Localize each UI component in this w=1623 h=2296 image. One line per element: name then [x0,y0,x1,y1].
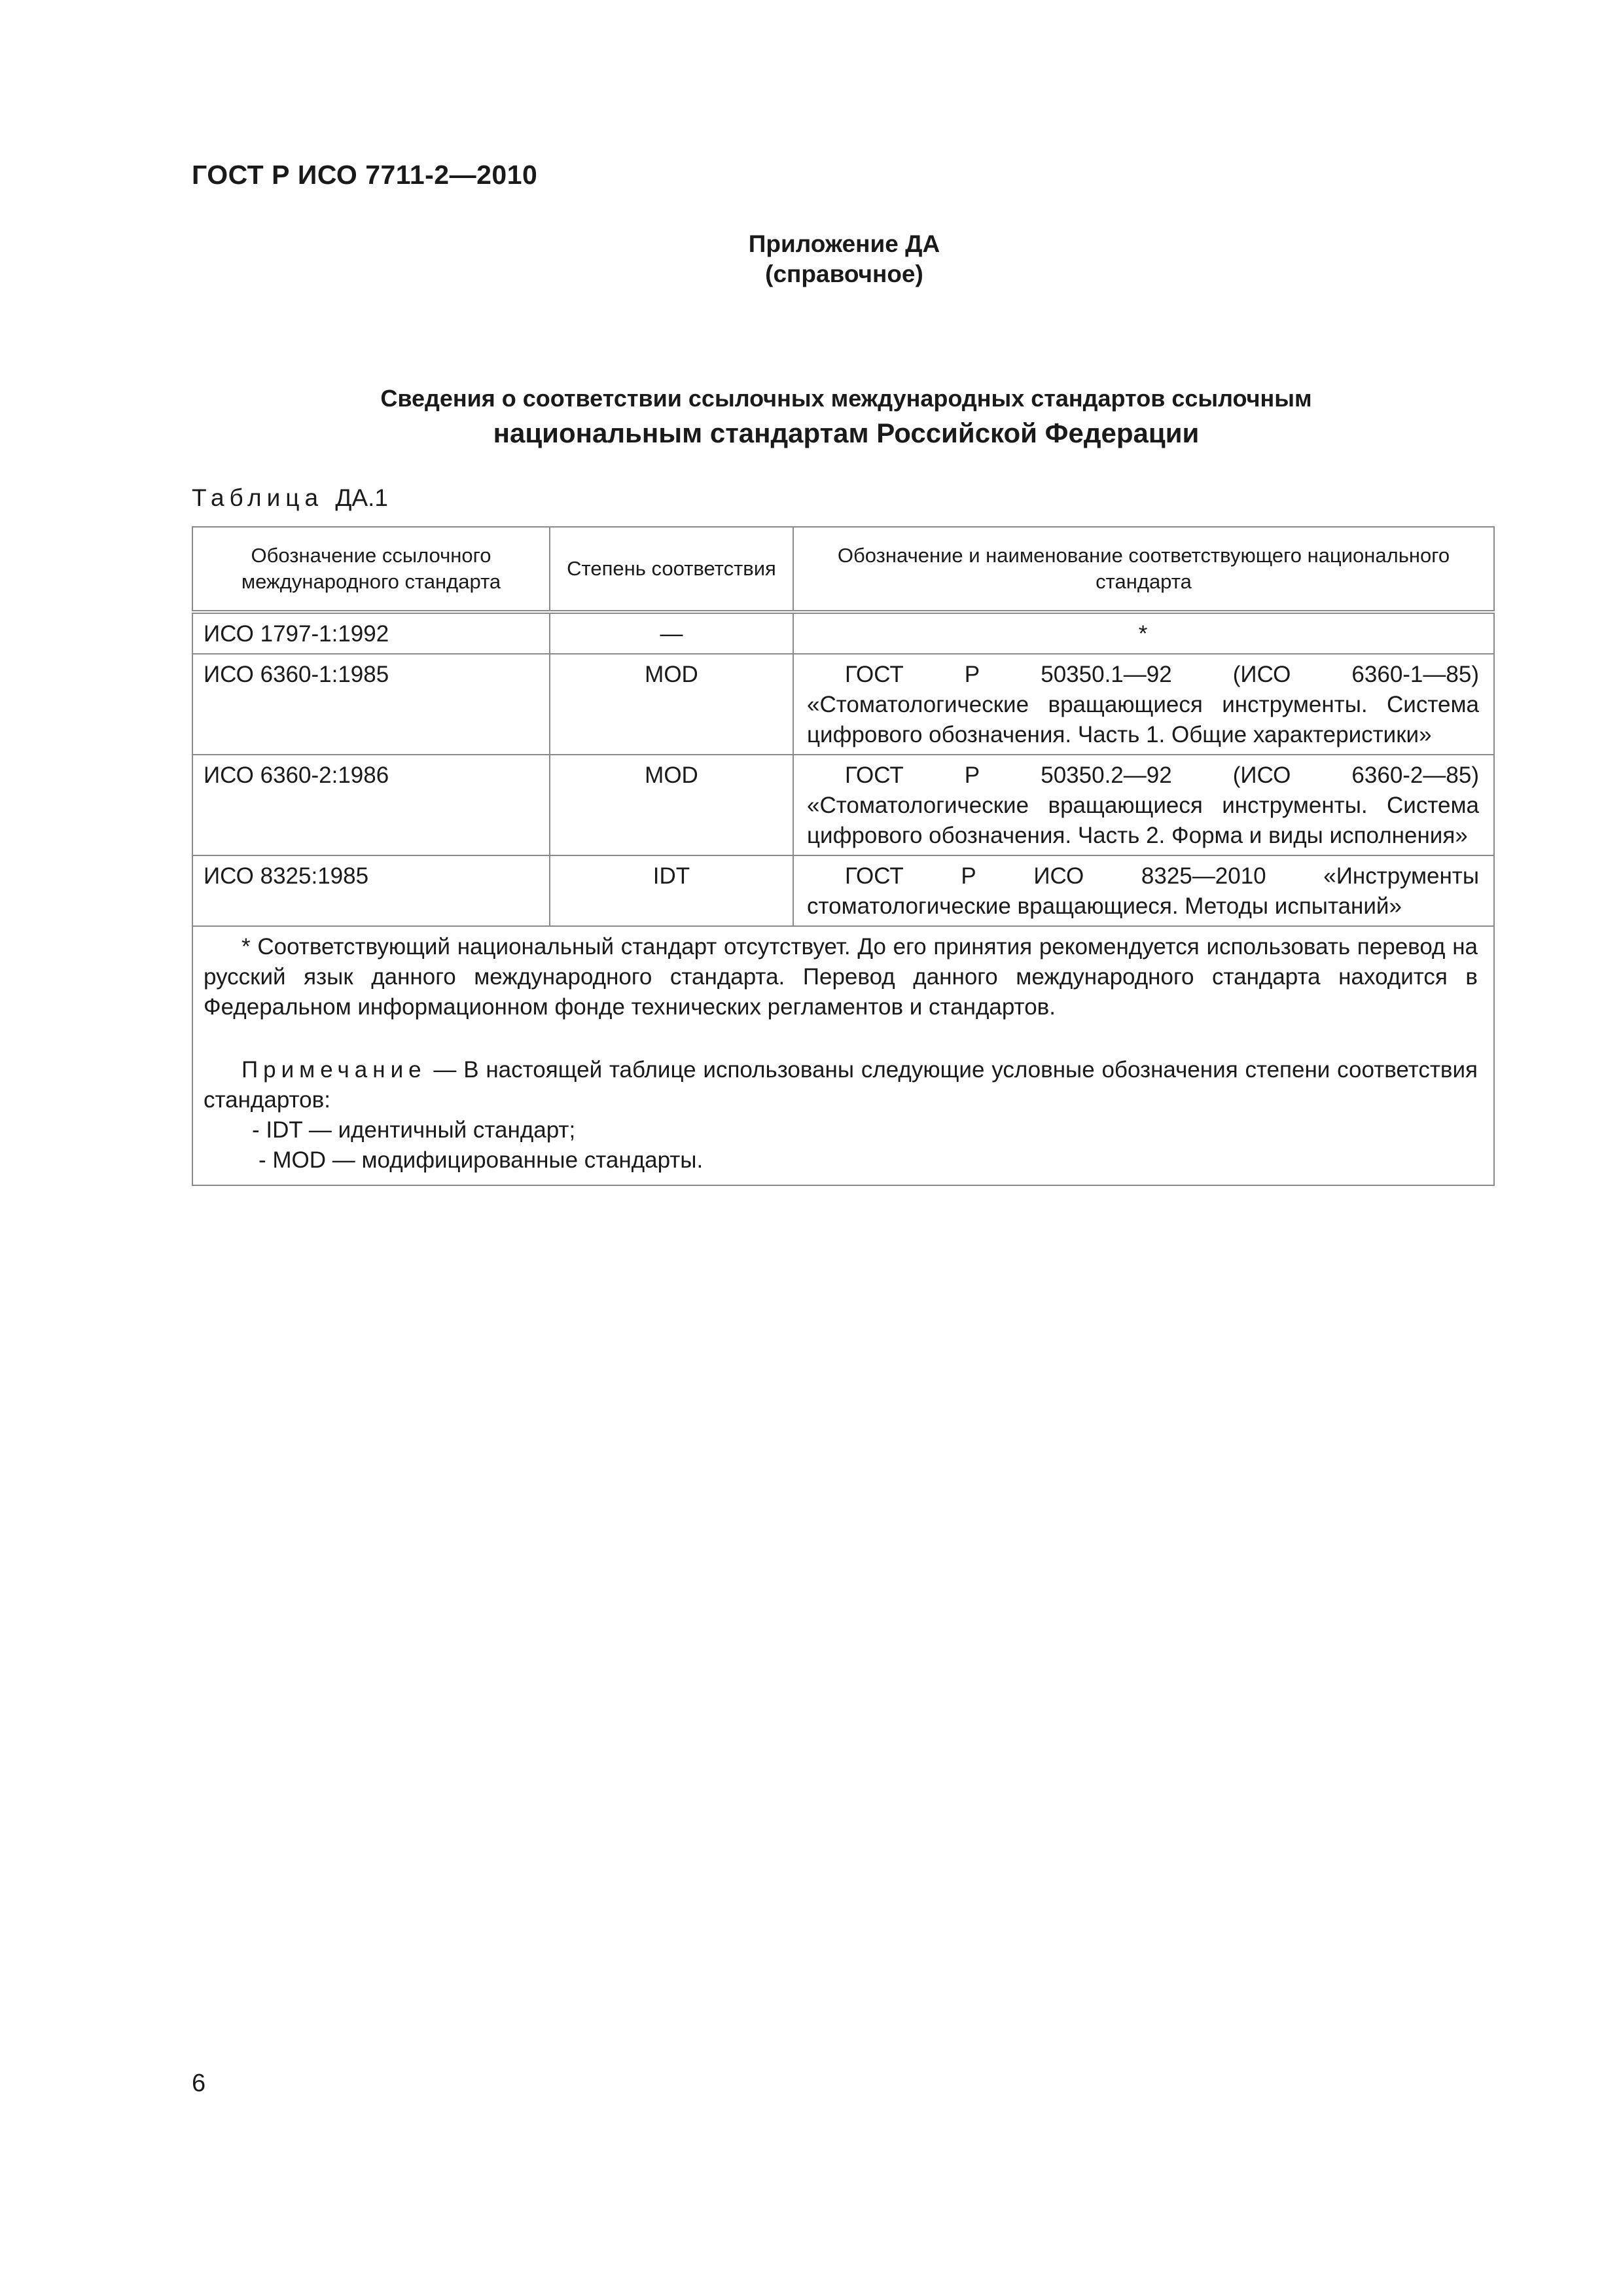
annex-title: Приложение ДА [748,230,940,257]
cell-degree: — [550,612,793,654]
cell-national [793,855,1494,926]
annex-kind: (справочное) [765,260,923,287]
cell-national-text: ГОСТ Р 50350.2—92 (ИСО 6360-2—85) «Стоматологические вращающиеся инструменты. Система цифрового обозначения. Часть 2. Форма и виды исполнения» [807,762,1479,848]
heading-line-2: национальным стандартам Российской Федерации [493,418,1200,448]
table-row [192,612,1494,654]
cell-intl: ИСО 6360-1:1985 [192,654,550,755]
correspondence-table [192,526,1495,1186]
cell-national-text: ГОСТ Р ИСО 8325—2010 «Инструменты стоматологические вращающиеся. Методы испытаний» [807,863,1479,919]
heading-line-1: Сведения о соответствии ссылочных международных стандартов ссылочным [380,385,1312,412]
column-header-intl: Обозначение ссылочного международного стандарта [192,527,550,612]
table-row [192,855,1494,926]
table-row [192,755,1494,855]
cell-national [793,755,1494,855]
table-header-row [192,527,1494,612]
cell-national-text: ГОСТ Р 50350.1—92 (ИСО 6360-1—85) «Стоматологические вращающиеся инструменты. Система цифрового обозначения. Часть 1. Общие характеристики» [807,662,1479,747]
table-footer-row [192,926,1494,1185]
table-footnote: * Соответствующий национальный стандарт отсутствует. До его принятия рекомендуется использовать перевод на русский язык данного международного стандарта. Перевод данного международного стандарта находится в Федеральном информационном фонде технических регламентов и стандартов. [204,934,1478,1020]
note-label: Примечание [241,1057,427,1083]
cell-national: * [793,612,1494,654]
document-code: ГОСТ Р ИСО 7711-2—2010 [192,160,538,190]
cell-intl: ИСО 1797-1:1992 [192,612,550,654]
table-note [204,1055,1478,1115]
table-label-number: ДА.1 [335,484,388,511]
table-label [192,484,388,512]
note-item-idt: - IDT — идентичный стандарт; [252,1117,576,1143]
column-header-degree: Степень соответствия [550,527,793,612]
table-row [192,654,1494,755]
cell-intl: ИСО 6360-2:1986 [192,755,550,855]
column-header-national: Обозначение и наименование соответствующего национального стандарта [793,527,1494,612]
cell-degree: IDT [550,855,793,926]
table-footer-cell [192,926,1494,1185]
cell-intl: ИСО 8325:1985 [192,855,550,926]
note-item-mod: - MOD — модифицированные стандарты. [259,1147,704,1173]
cell-degree: MOD [550,755,793,855]
cell-degree: MOD [550,654,793,755]
cell-national [793,654,1494,755]
page-number: 6 [192,2070,206,2097]
note-text: — В настоящей таблице использованы следующие условные обозначения степени соответствия стандартов: [204,1057,1478,1113]
table-label-word: Таблица [192,484,324,511]
